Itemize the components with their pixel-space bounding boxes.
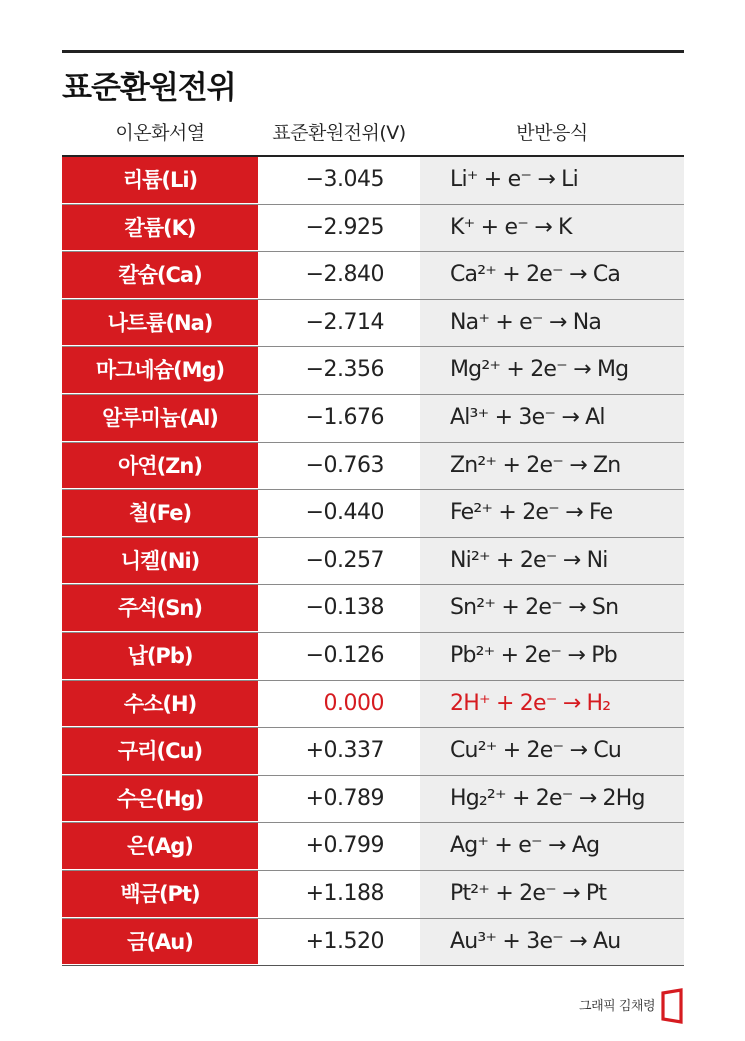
potential-value: 0.000 [323,690,384,716]
reaction-cell: Ag⁺ + e⁻ → Ag [420,823,684,870]
potential-value: −2.356 [305,357,384,383]
element-name-cell: 납(Pb) [62,633,258,680]
potential-value: −0.126 [305,642,384,668]
potential-cell [258,205,420,252]
potential-value: −2.840 [305,262,384,288]
element-name-cell: 알루미늄(Al) [62,395,258,442]
potential-cell [258,728,420,775]
table-row [62,681,684,729]
table-row [62,871,684,919]
table-row [62,585,684,633]
reaction-cell: Al³⁺ + 3e⁻ → Al [420,395,684,442]
table-row [62,538,684,586]
potential-value: −0.440 [305,500,384,526]
potential-value: −3.045 [305,167,384,192]
table-row [62,823,684,871]
potential-cell [258,157,420,204]
element-name-cell: 칼슘(Ca) [62,252,258,299]
reaction-cell: 2H⁺ + 2e⁻ → H₂ [420,681,684,728]
potential-value: −0.763 [305,452,384,478]
reaction-cell: Hg₂²⁺ + 2e⁻ → 2Hg [420,776,684,823]
table-row [62,205,684,253]
table-row [62,300,684,348]
header-reaction: 반반응식 [516,122,588,144]
reaction-cell: Ca²⁺ + 2e⁻ → Ca [420,252,684,299]
element-name-cell: 수은(Hg) [62,776,258,823]
potential-cell [258,443,420,490]
element-name-cell: 금(Au) [62,919,258,966]
header-series: 이온화서열 [115,122,205,144]
reaction-cell: Cu²⁺ + 2e⁻ → Cu [420,728,684,775]
element-name-cell: 철(Fe) [62,490,258,537]
table-row [62,252,684,300]
element-name-cell: 백금(Pt) [62,871,258,918]
table-row [62,490,684,538]
potential-value: +1.520 [305,928,384,954]
potential-cell [258,633,420,680]
table-row [62,633,684,681]
potential-value: −2.714 [305,309,384,335]
table-row [62,919,684,967]
potential-cell [258,776,420,823]
reaction-cell: Li⁺ + e⁻ → Li [420,157,684,204]
element-name-cell: 나트륨(Na) [62,300,258,347]
potential-value: −2.925 [305,214,384,240]
potential-cell [258,347,420,394]
potential-table [62,157,684,966]
potential-cell [258,252,420,299]
reaction-cell: Na⁺ + e⁻ → Na [420,300,684,347]
potential-value: +1.188 [305,880,384,906]
potential-cell [258,300,420,347]
table-header [62,110,684,154]
element-name-cell: 주석(Sn) [62,585,258,632]
table-row [62,728,684,776]
potential-cell [258,490,420,537]
element-name-cell: 구리(Cu) [62,728,258,775]
potential-cell [258,538,420,585]
header-potential: 표준환원전위(V) [272,122,406,144]
page-title: 표준환원전위 [62,70,236,106]
potential-value: −0.138 [305,595,384,621]
top-rule [62,50,684,53]
element-name-cell: 칼륨(K) [62,205,258,252]
reaction-cell: Pb²⁺ + 2e⁻ → Pb [420,633,684,680]
table-row [62,395,684,443]
logo-icon [660,988,684,1024]
element-name-cell: 리튬(Li) [62,157,258,204]
table-row [62,347,684,395]
potential-cell [258,823,420,870]
potential-value: −0.257 [305,547,384,573]
reaction-cell: Sn²⁺ + 2e⁻ → Sn [420,585,684,632]
potential-cell [258,871,420,918]
reaction-cell: Fe²⁺ + 2e⁻ → Fe [420,490,684,537]
table-row [62,776,684,824]
potential-cell [258,919,420,966]
potential-value: +0.337 [305,738,384,764]
reaction-cell: Zn²⁺ + 2e⁻ → Zn [420,443,684,490]
reaction-cell: Mg²⁺ + 2e⁻ → Mg [420,347,684,394]
element-name-cell: 니켈(Ni) [62,538,258,585]
reaction-cell: Pt²⁺ + 2e⁻ → Pt [420,871,684,918]
element-name-cell: 마그네슘(Mg) [62,347,258,394]
reaction-cell: Au³⁺ + 3e⁻ → Au [420,919,684,966]
graphic-credit: 그래픽 김채령 [579,999,655,1014]
potential-value: +0.789 [305,785,384,811]
potential-cell [258,585,420,632]
potential-cell [258,681,420,728]
potential-value: −1.676 [305,404,384,430]
element-name-cell: 아연(Zn) [62,443,258,490]
reaction-cell: Ni²⁺ + 2e⁻ → Ni [420,538,684,585]
element-name-cell: 수소(H) [62,681,258,728]
potential-value: +0.799 [305,833,384,859]
element-name-cell: 은(Ag) [62,823,258,870]
table-row [62,443,684,491]
table-row [62,157,684,205]
reaction-cell: K⁺ + e⁻ → K [420,205,684,252]
potential-cell [258,395,420,442]
